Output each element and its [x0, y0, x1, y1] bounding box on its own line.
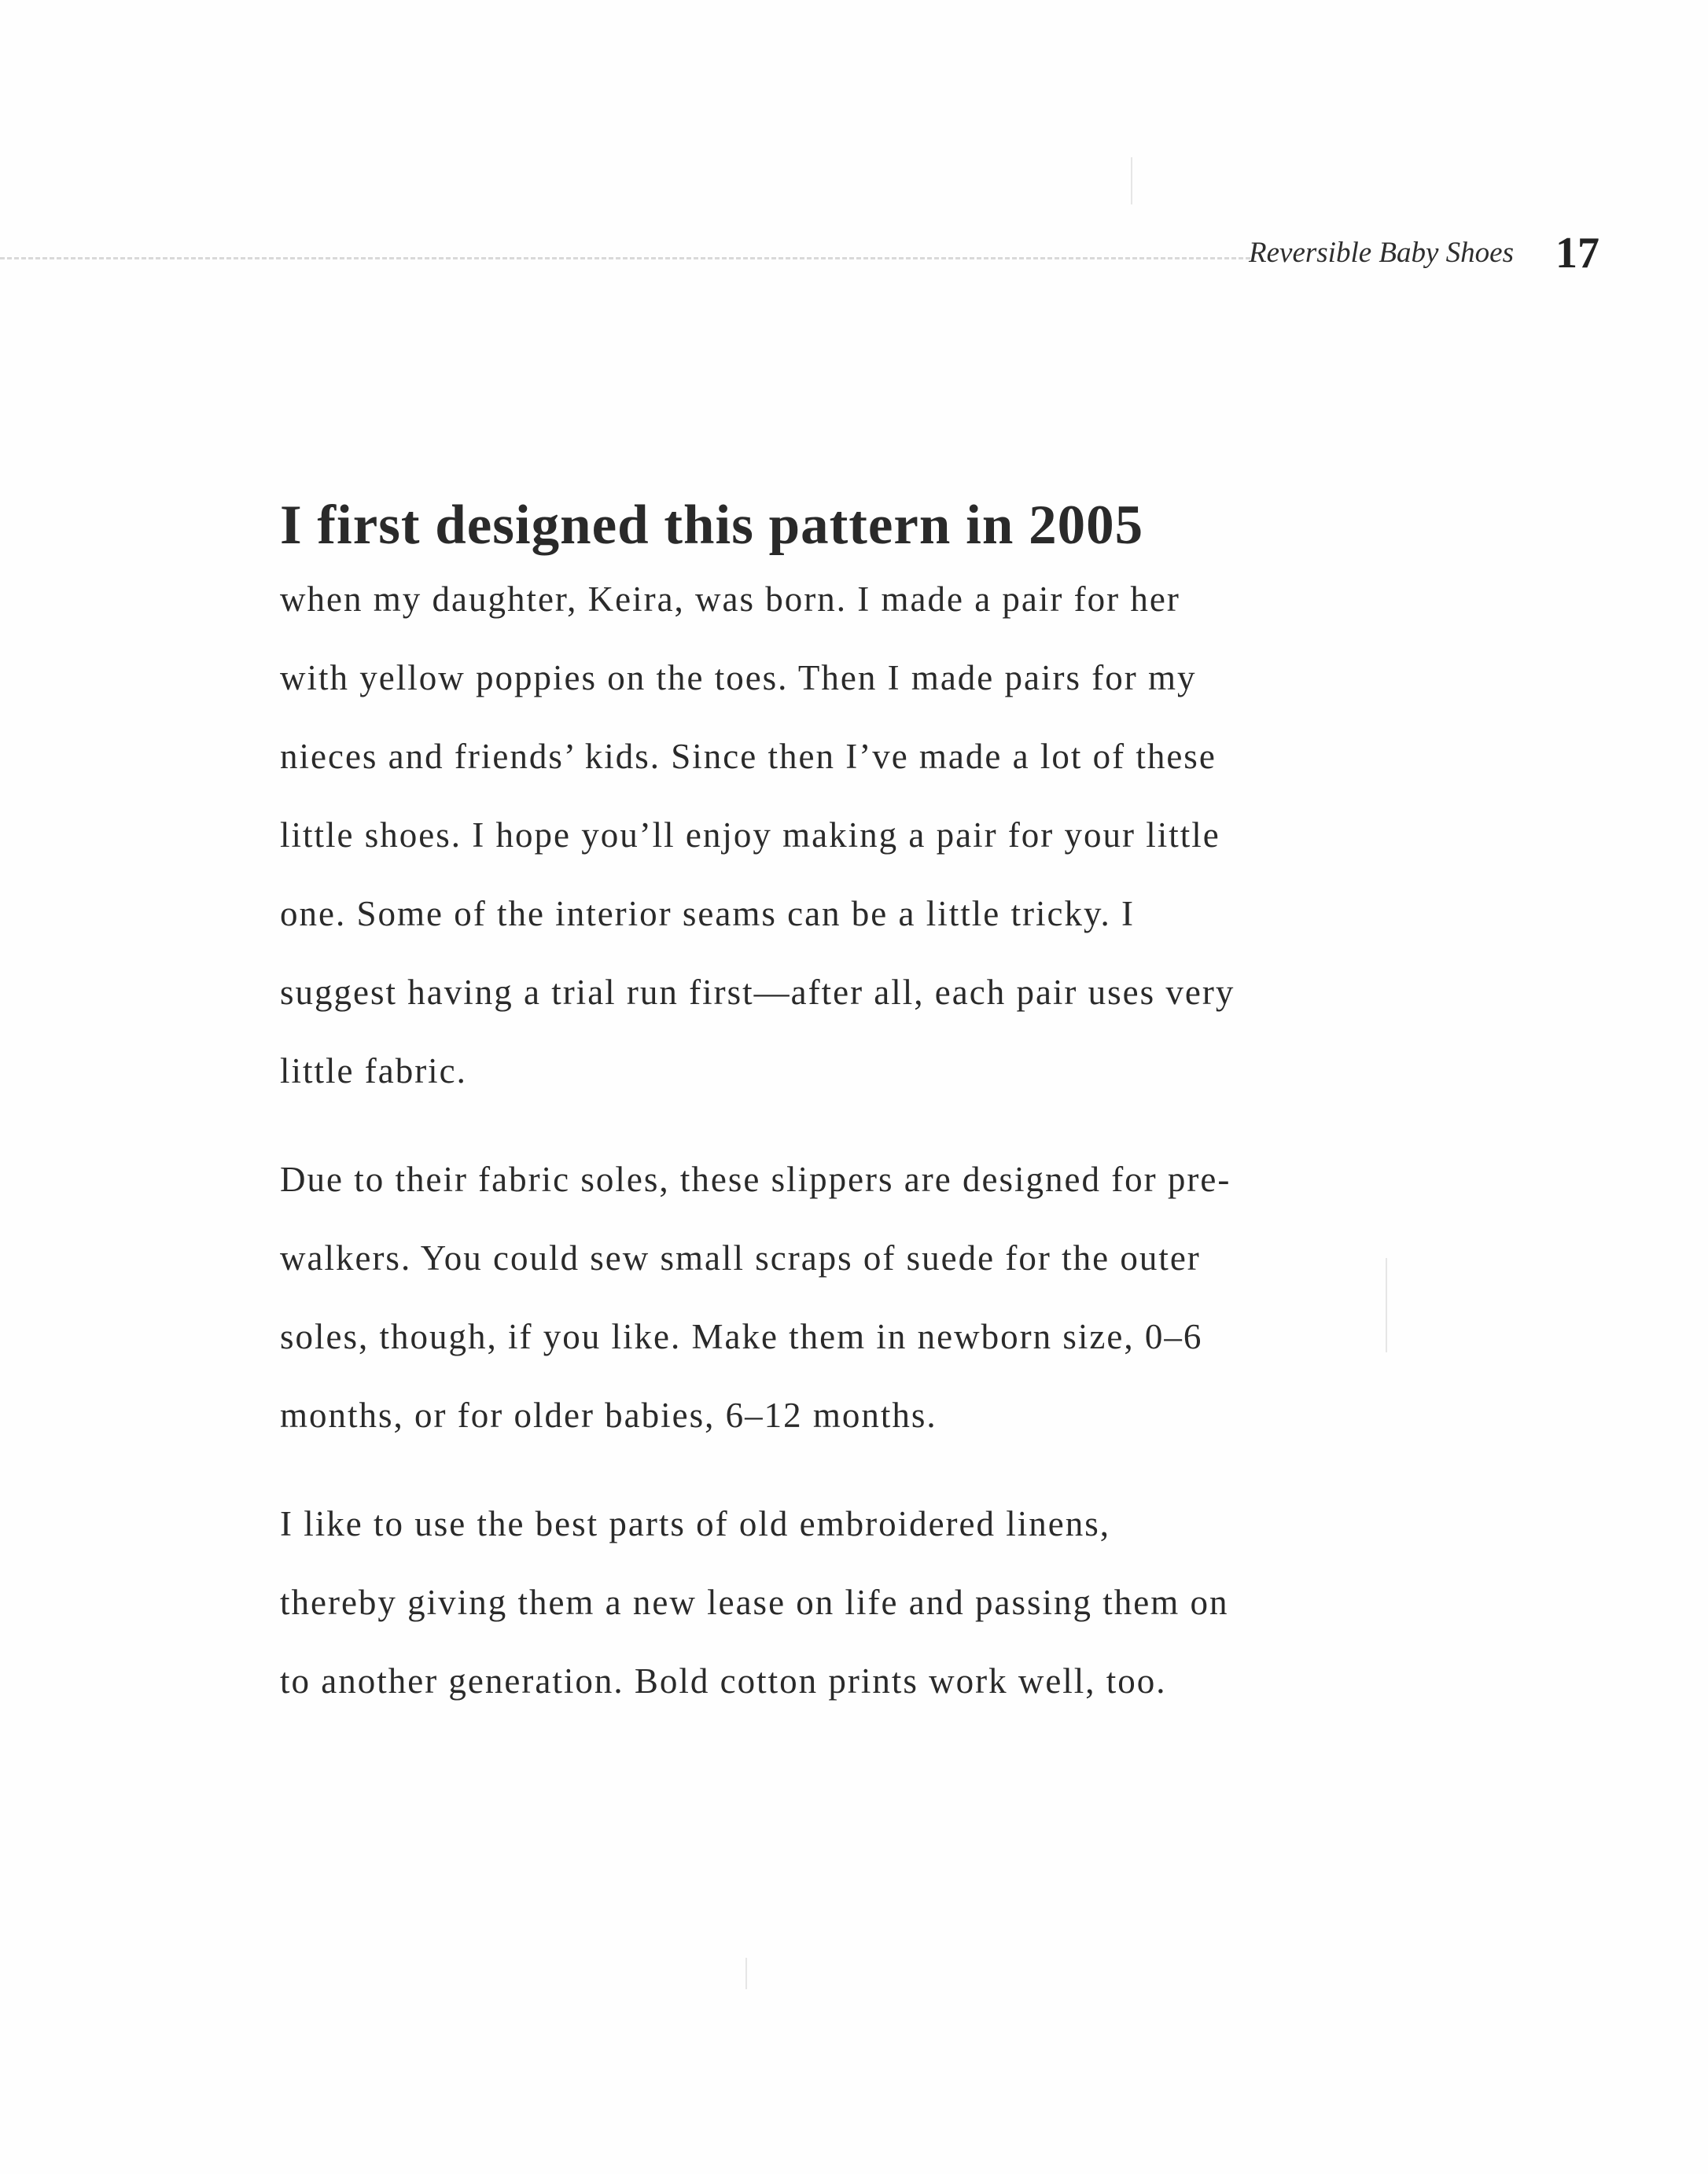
running-header: [0, 229, 1604, 280]
text-line: thereby giving them a new lease on life and passing them on: [280, 1583, 1229, 1622]
header-dashed-rule: [0, 257, 1250, 259]
paragraph-sizes: [280, 1140, 1420, 1455]
paragraph-intro: [280, 560, 1420, 1110]
text-line: when my daughter, Keira, was born. I made a pair for her: [280, 579, 1180, 619]
text-line: I like to use the best parts of old embroidered linens,: [280, 1504, 1111, 1543]
text-line: soles, though, if you like. Make them in newborn size, 0–6: [280, 1317, 1203, 1356]
lead-heading: I first designed this pattern in 2005: [280, 495, 1144, 556]
text-line: suggest having a trial run first—after all, each pair uses very: [280, 973, 1235, 1012]
text-line: walkers. You could sew small scraps of suede for the outer: [280, 1238, 1201, 1278]
text-line: little fabric.: [280, 1051, 467, 1091]
text-line: nieces and friends’ kids. Since then I’ve made a lot of these: [280, 737, 1217, 776]
text-line: months, or for older babies, 6–12 months.: [280, 1396, 937, 1435]
text-line: Due to their fabric soles, these slippers are designed for pre-: [280, 1160, 1231, 1199]
running-title: Reversible Baby Shoes: [1249, 237, 1514, 269]
text-line: one. Some of the interior seams can be a little tricky. I: [280, 894, 1136, 933]
text-line: with yellow poppies on the toes. Then I made pairs for my: [280, 658, 1197, 697]
page-number: 17: [1555, 229, 1599, 278]
paragraph-fabrics: [280, 1484, 1420, 1720]
scan-artifact: [745, 1958, 747, 1989]
text-line: little shoes. I hope you’ll enjoy making a pair for your little: [280, 815, 1220, 855]
page-body: [280, 489, 1420, 1720]
text-line: to another generation. Bold cotton prints work well, too.: [280, 1661, 1167, 1701]
scan-artifact: [1131, 157, 1132, 204]
